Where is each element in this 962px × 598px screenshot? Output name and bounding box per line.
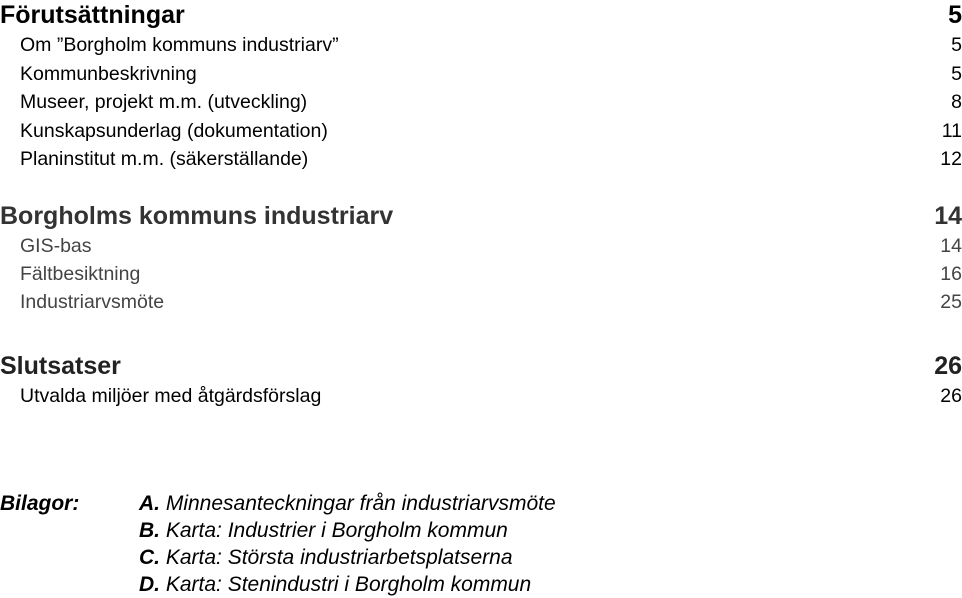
- toc-item-label: Utvalda miljöer med åtgärdsförslag: [20, 385, 322, 407]
- appendix-item-letter: C.: [139, 546, 160, 569]
- toc-item: [0, 382, 962, 410]
- appendix-item-letter: A.: [139, 492, 160, 515]
- toc-item-page: 8: [951, 91, 962, 113]
- appendix-item-letter: D.: [139, 573, 160, 596]
- toc-heading-title: Slutsatser: [0, 352, 121, 380]
- appendix-item: [139, 490, 556, 517]
- toc-item-page: 16: [940, 263, 962, 285]
- toc-item: [0, 145, 962, 174]
- appendix-item-text: Karta: Största industriarbetsplatserna: [165, 546, 513, 569]
- toc-heading-page: 5: [948, 1, 962, 29]
- toc-item-label: Fältbesiktning: [20, 263, 141, 285]
- appendix-item-text: Karta: Industrier i Borgholm kommun: [165, 519, 508, 542]
- toc-item-page: 5: [951, 34, 962, 56]
- toc-heading: [0, 0, 962, 31]
- toc-heading-title: Förutsättningar: [0, 1, 185, 29]
- appendix-item-text: Karta: Stenindustri i Borgholm kommun: [165, 573, 532, 596]
- toc-item-page: 26: [940, 385, 962, 407]
- toc-heading: [0, 200, 962, 232]
- appendix-item: [139, 571, 556, 598]
- toc-item-label: Kommunbeskrivning: [20, 62, 197, 85]
- toc-item-page: 25: [940, 291, 962, 313]
- toc-section-slutsatser: [0, 350, 962, 410]
- toc-item-label: Industriarvsmöte: [20, 291, 165, 313]
- toc-item-page: 11: [941, 119, 962, 142]
- appendix-item-text: Minnesanteckningar från industriarvsmöte: [165, 492, 556, 515]
- toc-item: [0, 260, 962, 288]
- toc-item-label: GIS-bas: [20, 235, 92, 257]
- toc-heading: [0, 350, 962, 382]
- toc-section-industriarv: [0, 200, 962, 316]
- toc-item-label: Planinstitut m.m. (säkerställande): [20, 148, 309, 170]
- appendix-item: [139, 517, 556, 544]
- toc-item: [0, 31, 962, 60]
- toc-item-page: 14: [940, 235, 962, 257]
- appendix-items: [139, 490, 556, 598]
- toc-heading-page: 14: [934, 202, 962, 230]
- appendix-item-letter: B.: [139, 519, 160, 542]
- appendix-item: [139, 544, 556, 571]
- toc-item-label: Kunskapsunderlag (dokumentation): [20, 119, 328, 142]
- toc-heading-page: 26: [934, 352, 962, 380]
- toc-item: [0, 60, 962, 89]
- toc-item: [0, 288, 962, 316]
- toc-item: [0, 232, 962, 260]
- appendix-label: Bilagor:: [0, 492, 80, 515]
- toc-item: [0, 88, 962, 117]
- toc-item: [0, 117, 962, 146]
- toc-section-forutsattningar: [0, 0, 962, 174]
- toc-item-label: Museer, projekt m.m. (utveckling): [20, 91, 308, 113]
- toc-item-page: 12: [940, 148, 962, 170]
- toc-item-page: 5: [951, 62, 962, 85]
- toc-heading-title: Borgholms kommuns industriarv: [0, 202, 394, 230]
- toc-item-label: Om ”Borgholm kommuns industriarv”: [20, 34, 339, 56]
